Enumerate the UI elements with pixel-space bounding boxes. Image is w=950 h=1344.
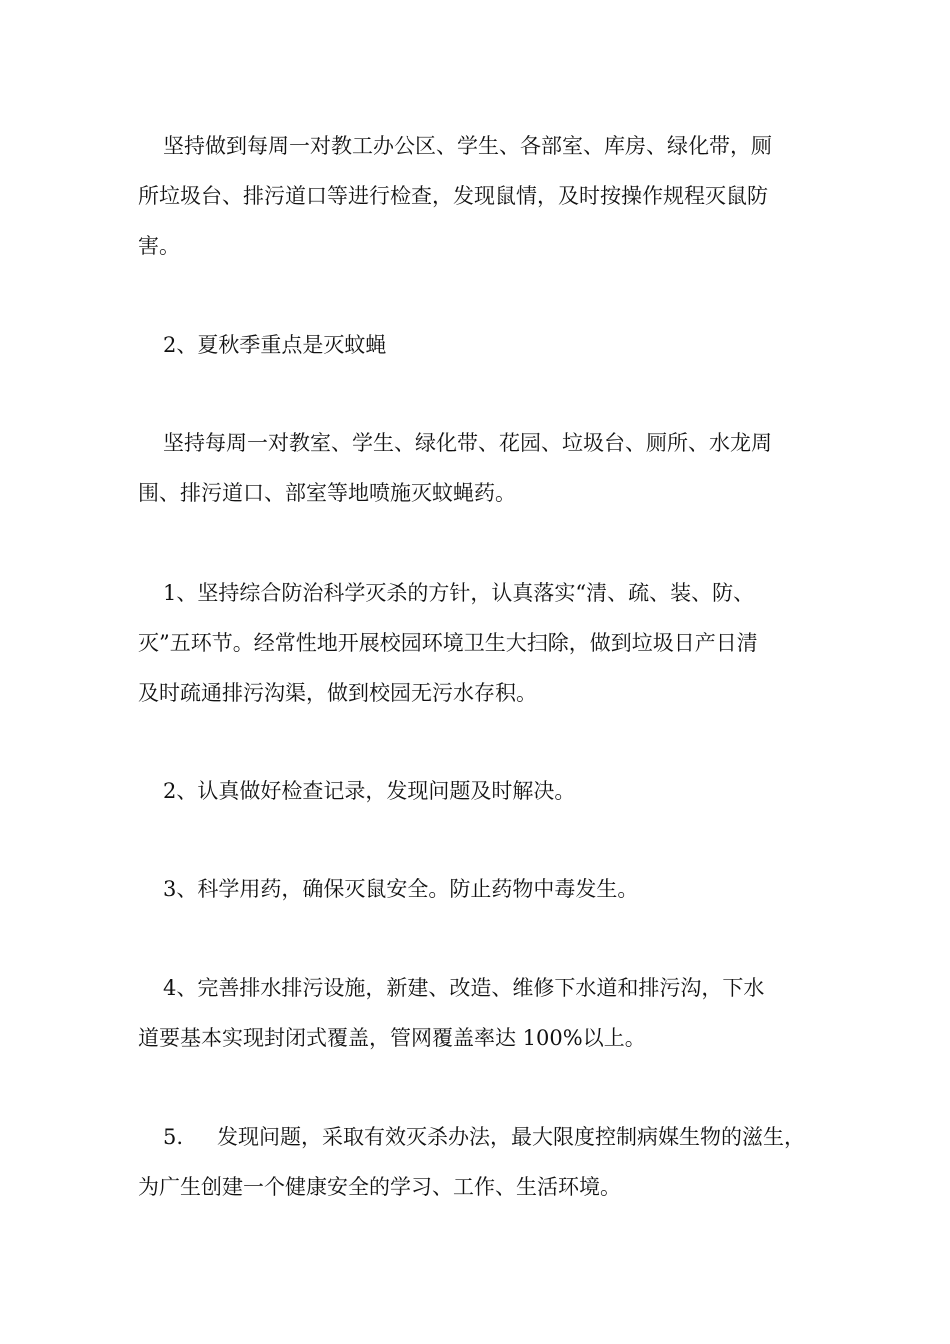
- paragraph-line: 灭”五环节。经常性地开展校园环境卫生大扫除，做到垃圾日产日清: [138, 631, 758, 655]
- paragraph-item-3: [138, 864, 838, 914]
- paragraph-line: 3、科学用药，确保灭鼠安全。防止药物中毒发生。: [163, 877, 639, 901]
- paragraph-line: 道要基本实现封闭式覆盖，管网覆盖率达 100%以上。: [138, 1026, 646, 1050]
- paragraph-line: 1、坚持综合防治科学灭杀的方针，认真落实“清、疏、装、防、: [163, 581, 755, 605]
- paragraph-line: 所垃圾台、排污道口等进行检查，发现鼠情，及时按操作规程灭鼠防: [138, 184, 768, 208]
- paragraph-item-4: [138, 963, 838, 1063]
- paragraph-line: 4、完善排水排污设施，新建、改造、维修下水道和排污沟，下水: [163, 976, 765, 1000]
- paragraph-line: 坚持做到每周一对教工办公区、学生、各部室、库房、绿化带，厕: [163, 134, 772, 158]
- paragraph-rodent-inspection: [138, 121, 838, 271]
- paragraph-line: 害。: [138, 234, 180, 258]
- paragraph-mosquito-spraying: [138, 418, 838, 518]
- paragraph-line: 坚持每周一对教室、学生、绿化带、花园、垃圾台、厕所、水龙周: [163, 431, 772, 455]
- paragraph-item-2: [138, 766, 838, 816]
- paragraph-line: 2、认真做好检查记录，发现问题及时解决。: [163, 779, 576, 803]
- paragraph-line: [138, 1112, 838, 1162]
- item-number: 5.: [163, 1125, 184, 1149]
- paragraph-line: 2、夏秋季重点是灭蚊蝇: [163, 333, 387, 357]
- paragraph-line: 及时疏通排污沟渠，做到校园无污水存积。: [138, 681, 537, 705]
- paragraph-item-5: [138, 1112, 838, 1212]
- paragraph-line: 围、排污道口、部室等地喷施灭蚊蝇药。: [138, 481, 516, 505]
- paragraph-line: 为广生创建一个健康安全的学习、工作、生活环境。: [138, 1175, 621, 1199]
- item-text: 发现问题，采取有效灭杀办法，最大限度控制病媒生物的滋生，: [217, 1125, 806, 1149]
- paragraph-item-1: [138, 568, 838, 718]
- paragraph-summer-autumn-heading: [138, 320, 838, 370]
